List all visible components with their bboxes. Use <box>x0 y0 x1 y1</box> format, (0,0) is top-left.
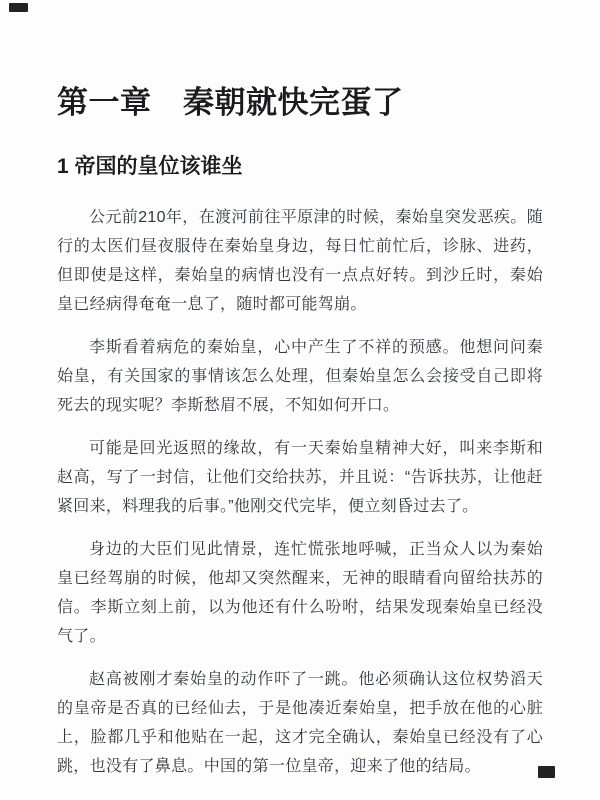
paragraph: 赵高被刚才秦始皇的动作吓了一跳。他必须确认这位权势滔天的皇帝是否真的已经仙去，于是他凑近秦始皇，把手放在他的心脏上，脸都几乎和他贴在一起，这才完全确认，秦始皇已经没有了心跳，也没有了鼻息。中国的第一位皇帝，迎来了他的结局。 <box>57 671 543 775</box>
section-heading: 1 帝国的皇位该谁坐 <box>57 155 243 178</box>
bottom-right-corner-artifact <box>538 766 555 778</box>
paragraph: 李斯看着病危的秦始皇，心中产生了不祥的预感。他想问问秦始皇，有关国家的事情该怎么处理，但秦始皇怎么会接受自己即将死去的现实呢？李斯愁眉不展，不知如何开口。 <box>57 339 543 414</box>
chapter-title: 第一章 秦朝就快完蛋了 <box>57 85 404 120</box>
paragraph: 身边的大臣们见此情景，连忙慌张地呼喊，正当众人以为秦始皇已经驾崩的时候，他却又突然醒来，无神的眼睛看向留给扶苏的信。李斯立刻上前，以为他还有什么吩咐，结果发现秦始皇已经没气了。 <box>57 541 543 645</box>
top-left-corner-artifact <box>9 3 28 12</box>
paragraph: 可能是回光返照的缘故，有一天秦始皇精神大好，叫来李斯和赵高，写了一封信，让他们交给扶苏，并且说：“告诉扶苏，让他赶紧回来，料理我的后事。”他刚交代完毕，便立刻昏过去了。 <box>57 440 543 515</box>
body-text <box>57 203 543 781</box>
paragraph: 公元前210年，在渡河前往平原津的时候，秦始皇突发恶疾。随行的太医们昼夜服侍在秦始皇身边，每日忙前忙后，诊脉、进药，但即使是这样，秦始皇的病情也没有一点点好转。到沙丘时，秦始皇已经病得奄奄一息了，随时都可能驾崩。 <box>57 209 543 313</box>
